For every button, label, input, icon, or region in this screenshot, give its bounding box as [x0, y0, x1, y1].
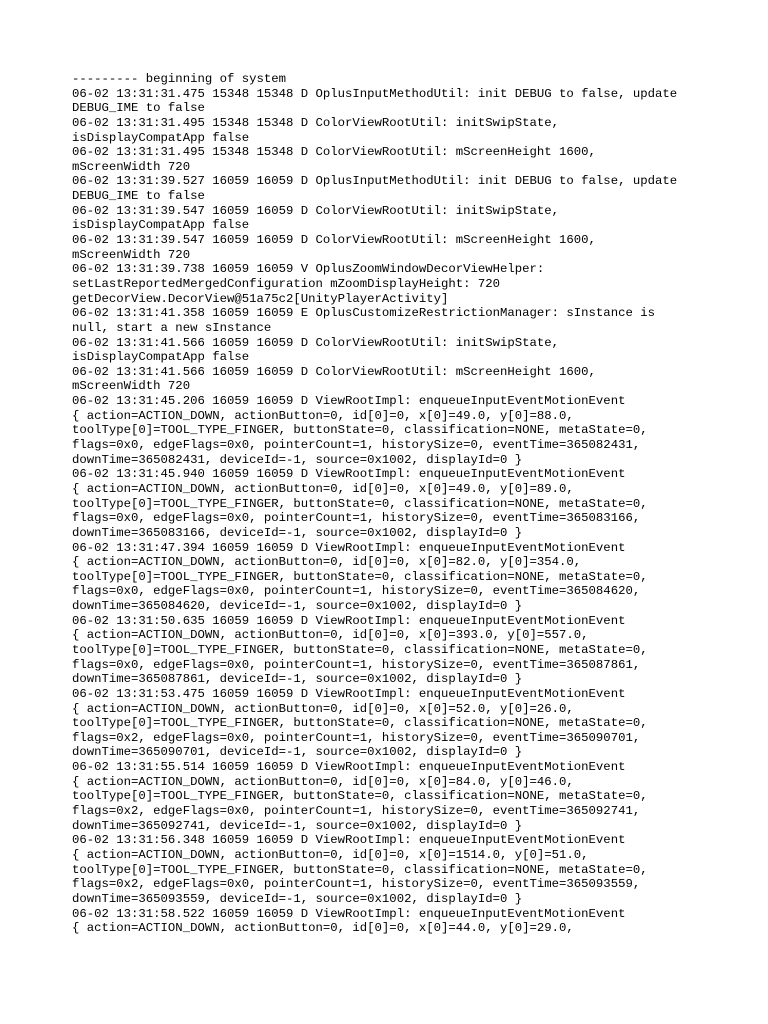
log-line: toolType[0]=TOOL_TYPE_FINGER, buttonState=0, classification=NONE, metaState=0,	[72, 642, 648, 657]
log-line: 06-02 13:31:39.527 16059 16059 D OplusInputMethodUtil: init DEBUG to false, update	[72, 174, 678, 189]
log-line: 06-02 13:31:58.522 16059 16059 D ViewRootImpl: enqueueInputEventMotionEvent	[72, 906, 626, 921]
log-line: isDisplayCompatApp false	[72, 350, 250, 365]
log-line: downTime=365092741, deviceId=-1, source=0x1002, displayId=0 }	[72, 818, 523, 833]
log-line: { action=ACTION_DOWN, actionButton=0, id[0]=0, x[0]=52.0, y[0]=26.0,	[72, 701, 574, 716]
log-line: isDisplayCompatApp false	[72, 218, 250, 233]
log-line: { action=ACTION_DOWN, actionButton=0, id[0]=0, x[0]=84.0, y[0]=46.0,	[72, 774, 574, 789]
log-line: { action=ACTION_DOWN, actionButton=0, id[0]=0, x[0]=44.0, y[0]=29.0,	[72, 921, 574, 936]
log-line: null, start a new sInstance	[72, 320, 272, 335]
log-line: isDisplayCompatApp false	[72, 130, 250, 145]
log-line: { action=ACTION_DOWN, actionButton=0, id[0]=0, x[0]=1514.0, y[0]=51.0,	[72, 847, 589, 862]
log-line: flags=0x2, edgeFlags=0x0, pointerCount=1, historySize=0, eventTime=365092741,	[72, 804, 641, 819]
log-line: downTime=365087861, deviceId=-1, source=0x1002, displayId=0 }	[72, 672, 523, 687]
log-line: DEBUG_IME to false	[72, 101, 205, 116]
log-line: downTime=365084620, deviceId=-1, source=0x1002, displayId=0 }	[72, 599, 523, 614]
log-line: 06-02 13:31:47.394 16059 16059 D ViewRootImpl: enqueueInputEventMotionEvent	[72, 540, 626, 555]
log-line: 06-02 13:31:41.358 16059 16059 E OplusCustomizeRestrictionManager: sInstance is	[72, 306, 655, 321]
log-line: toolType[0]=TOOL_TYPE_FINGER, buttonState=0, classification=NONE, metaState=0,	[72, 716, 648, 731]
log-line: flags=0x0, edgeFlags=0x0, pointerCount=1, historySize=0, eventTime=365084620,	[72, 584, 641, 599]
log-line: 06-02 13:31:56.348 16059 16059 D ViewRootImpl: enqueueInputEventMotionEvent	[72, 833, 626, 848]
log-line: { action=ACTION_DOWN, actionButton=0, id[0]=0, x[0]=393.0, y[0]=557.0,	[72, 628, 589, 643]
log-line: { action=ACTION_DOWN, actionButton=0, id[0]=0, x[0]=82.0, y[0]=354.0,	[72, 555, 582, 570]
log-line: toolType[0]=TOOL_TYPE_FINGER, buttonState=0, classification=NONE, metaState=0,	[72, 496, 648, 511]
log-line: 06-02 13:31:55.514 16059 16059 D ViewRootImpl: enqueueInputEventMotionEvent	[72, 760, 626, 775]
log-line: toolType[0]=TOOL_TYPE_FINGER, buttonState=0, classification=NONE, metaState=0,	[72, 789, 648, 804]
log-line: downTime=365093559, deviceId=-1, source=0x1002, displayId=0 }	[72, 891, 523, 906]
log-line: downTime=365090701, deviceId=-1, source=0x1002, displayId=0 }	[72, 745, 523, 760]
log-line: --------- beginning of system	[72, 72, 287, 86]
log-text-block	[72, 72, 712, 936]
log-line: { action=ACTION_DOWN, actionButton=0, id[0]=0, x[0]=49.0, y[0]=89.0,	[72, 481, 574, 496]
log-line: mScreenWidth 720	[72, 159, 191, 174]
log-line: 06-02 13:31:45.940 16059 16059 D ViewRootImpl: enqueueInputEventMotionEvent	[72, 467, 626, 482]
log-line: toolType[0]=TOOL_TYPE_FINGER, buttonState=0, classification=NONE, metaState=0,	[72, 569, 648, 584]
log-line: 06-02 13:31:50.635 16059 16059 D ViewRootImpl: enqueueInputEventMotionEvent	[72, 613, 626, 628]
log-line: 06-02 13:31:41.566 16059 16059 D ColorViewRootUtil: mScreenHeight 1600,	[72, 364, 596, 379]
log-line: mScreenWidth 720	[72, 247, 191, 262]
log-line: toolType[0]=TOOL_TYPE_FINGER, buttonState=0, classification=NONE, metaState=0,	[72, 862, 648, 877]
log-line: downTime=365082431, deviceId=-1, source=0x1002, displayId=0 }	[72, 452, 523, 467]
log-line: toolType[0]=TOOL_TYPE_FINGER, buttonState=0, classification=NONE, metaState=0,	[72, 423, 648, 438]
log-line: flags=0x0, edgeFlags=0x0, pointerCount=1, historySize=0, eventTime=365083166,	[72, 511, 641, 526]
log-line: 06-02 13:31:39.547 16059 16059 D ColorViewRootUtil: initSwipState,	[72, 203, 560, 218]
log-line: 06-02 13:31:39.738 16059 16059 V OplusZoomWindowDecorViewHelper:	[72, 262, 545, 277]
log-line: setLastReportedMergedConfiguration mZoomDisplayHeight: 720	[72, 276, 501, 291]
log-line: 06-02 13:31:53.475 16059 16059 D ViewRootImpl: enqueueInputEventMotionEvent	[72, 686, 626, 701]
log-line: 06-02 13:31:41.566 16059 16059 D ColorViewRootUtil: initSwipState,	[72, 335, 560, 350]
log-line: 06-02 13:31:39.547 16059 16059 D ColorViewRootUtil: mScreenHeight 1600,	[72, 233, 596, 248]
log-line: flags=0x2, edgeFlags=0x0, pointerCount=1, historySize=0, eventTime=365090701,	[72, 730, 641, 745]
log-line: flags=0x0, edgeFlags=0x0, pointerCount=1, historySize=0, eventTime=365087861,	[72, 657, 641, 672]
log-line: 06-02 13:31:31.475 15348 15348 D OplusInputMethodUtil: init DEBUG to false, update	[72, 86, 678, 101]
log-line: flags=0x2, edgeFlags=0x0, pointerCount=1, historySize=0, eventTime=365093559,	[72, 877, 641, 892]
log-line: { action=ACTION_DOWN, actionButton=0, id[0]=0, x[0]=49.0, y[0]=88.0,	[72, 408, 574, 423]
log-line: 06-02 13:31:31.495 15348 15348 D ColorViewRootUtil: mScreenHeight 1600,	[72, 145, 596, 160]
log-line: mScreenWidth 720	[72, 379, 191, 394]
log-line: DEBUG_IME to false	[72, 189, 205, 204]
log-line: 06-02 13:31:31.495 15348 15348 D ColorViewRootUtil: initSwipState,	[72, 115, 560, 130]
log-line: 06-02 13:31:45.206 16059 16059 D ViewRootImpl: enqueueInputEventMotionEvent	[72, 394, 626, 409]
log-line: getDecorView.DecorView@51a75c2[UnityPlayerActivity]	[72, 291, 449, 306]
log-line: downTime=365083166, deviceId=-1, source=0x1002, displayId=0 }	[72, 525, 523, 540]
log-line: flags=0x0, edgeFlags=0x0, pointerCount=1, historySize=0, eventTime=365082431,	[72, 438, 641, 453]
